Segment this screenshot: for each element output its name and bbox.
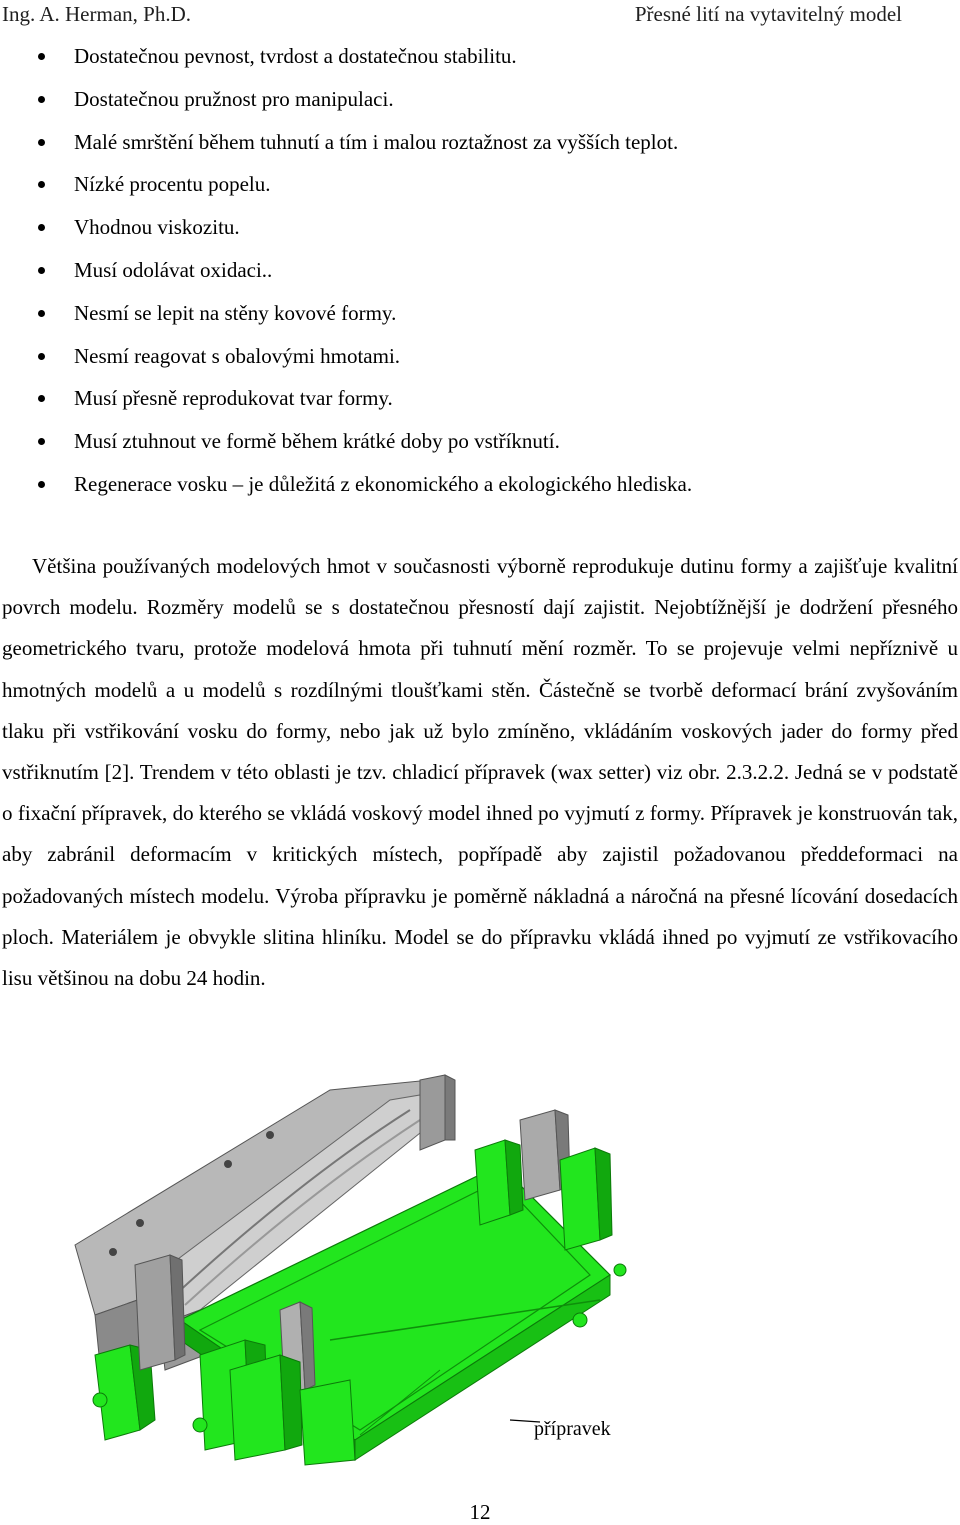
bullet-icon [38,481,45,488]
body-paragraph: Většina používaných modelových hmot v současnosti výborně reprodukuje dutinu formy a zajišťuje kvalitní povrch modelu. Rozměry modelů se s dostatečnou přesností dají zajistit. Nejobtížnější je dodržení přesného geometrického tvaru, protože modelová hmota při tuhnutí mění rozměr. To se projevuje velmi nepříznivě u hmotných modelů a u modelů s rozdílnými tloušťkami stěn. Částečně se tvorbě deformací brání zvyšováním tlaku při vstřikování vosku do formy, nebo jak už bylo zmíněno, vkládáním voskových jader do formy před vstřiknutím [2]. Trendem v této oblasti je tzv. chladicí přípravek (wax setter) viz obr. 2.3.2.2. Jedná se v podstatě o fixační přípravek, do kterého se vkládá voskový model ihned po vyjmutí z formy. Přípravek je konstruován tak, aby zabránil deformacím v kritických místech, popřípadě aby zajistil požadovanou předdeformaci na požadovaných místech modelu. Výroba přípravku je poměrně nákladná a náročná na přesné lícování dosedacích ploch. Materiálem je obvykle slitina hliníku. Model se do přípravku vkládá ihned po vyjmutí ze vstřikovacího lisu většinou na dobu 24 hodin. [2,554,958,991]
list-item: Nízké procentu popelu. [0,163,960,206]
list-item: Dostatečnou pružnost pro manipulaci. [0,78,960,121]
bullet-icon [38,181,45,188]
header-author: Ing. A. Herman, Ph.D. [2,2,191,26]
bullet-icon [38,353,45,360]
list-item: Musí přesně reprodukovat tvar formy. [0,377,960,420]
list-item: Musí odolávat oxidaci.. [0,249,960,292]
bullet-icon [38,267,45,274]
list-item: Malé smrštění během tuhnutí a tím i malou roztažnost za vyšších teplot. [0,121,960,164]
bullet-icon [38,395,45,402]
bullet-icon [38,139,45,146]
wax-setter-figure [0,1040,960,1480]
bullet-list [0,35,960,506]
list-item: Musí ztuhnout ve formě během krátké doby po vstříknutí. [0,420,960,463]
list-item: Dostatečnou pevnost, tvrdost a dostatečnou stabilitu. [0,35,960,78]
figure-label: přípravek [534,1418,611,1440]
header-title: Přesné lití na vytavitelný model [634,2,902,26]
bullet-icon [38,224,45,231]
bullet-icon [38,96,45,103]
bullet-icon [38,438,45,445]
page-number: 12 [469,1500,491,1524]
list-item: Regenerace vosku – je důležitá z ekonomického a ekologického hlediska. [0,463,960,506]
bullet-icon [38,310,45,317]
list-item: Nesmí reagovat s obalovými hmotami. [0,335,960,378]
list-item: Nesmí se lepit na stěny kovové formy. [0,292,960,335]
list-item: Vhodnou viskozitu. [0,206,960,249]
bullet-icon [38,53,45,60]
